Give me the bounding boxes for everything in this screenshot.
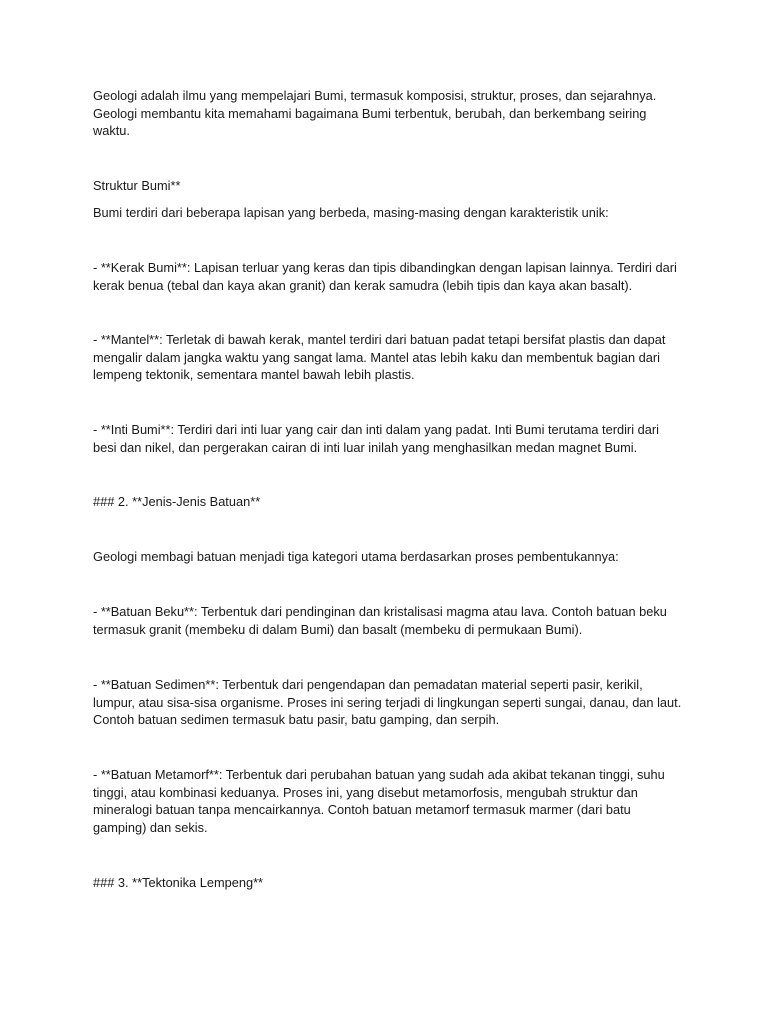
- list-item-batuan-sedimen: - **Batuan Sedimen**: Terbentuk dari pengendapan dan pemadatan material seperti pasir, kerikil, lumpur, atau sisa-sisa organisme. Proses ini sering terjadi di lingkungan seperti sungai, danau, dan laut. Contoh batuan sedimen termasuk batu pasir, batu gamping, dan serpih.: [93, 677, 682, 728]
- list-item-batuan-metamorf: - **Batuan Metamorf**: Terbentuk dari perubahan batuan yang sudah ada akibat tekanan tinggi, suhu tinggi, atau kombinasi keduanya. Proses ini, yang disebut metamorfosis, mengubah struktur dan mineralogi batuan tanpa mencairkannya. Contoh batuan metamorf termasuk marmer (dari batu gamping) dan sekis.: [93, 767, 665, 835]
- section-intro-struktur-bumi: Bumi terdiri dari beberapa lapisan yang berbeda, masing-masing dengan karakteristik unik:: [93, 205, 609, 220]
- intro-paragraph: Geologi adalah ilmu yang mempelajari Bumi, termasuk komposisi, struktur, proses, dan sejarahnya. Geologi membantu kita memahami bagaimana Bumi terbentuk, berubah, dan berkembang seiring waktu.: [93, 88, 657, 139]
- list-item-mantel: - **Mantel**: Terletak di bawah kerak, mantel terdiri dari batuan padat tetapi bersifat plastis dan dapat mengalir dalam jangka waktu yang sangat lama. Mantel atas lebih kaku dan membentuk bagian dari lempeng tektonik, sementara mantel bawah lebih plastis.: [93, 332, 666, 383]
- list-item-inti-bumi: - **Inti Bumi**: Terdiri dari inti luar yang cair dan inti dalam yang padat. Inti Bumi terutama terdiri dari besi dan nikel, dan pergerakan cairan di inti luar inilah yang menghasilkan medan magnet Bumi.: [93, 422, 659, 455]
- section-heading-tektonika-lempeng: ### 3. **Tektonika Lempeng**: [93, 875, 264, 890]
- list-item-batuan-beku: - **Batuan Beku**: Terbentuk dari pendinginan dan kristalisasi magma atau lava. Contoh batuan beku termasuk granit (membeku di dalam Bumi) dan basalt (membeku di permukaan Bumi).: [93, 604, 667, 637]
- list-item-kerak-bumi: - **Kerak Bumi**: Lapisan terluar yang keras dan tipis dibandingkan dengan lapisan lainnya. Terdiri dari kerak benua (tebal dan kaya akan granit) dan kerak samudra (lebih tipis dan kaya akan basalt).: [93, 260, 677, 293]
- section-heading-jenis-batuan: ### 2. **Jenis-Jenis Batuan**: [93, 494, 261, 509]
- section-intro-jenis-batuan: Geologi membagi batuan menjadi tiga kategori utama berdasarkan proses pembentukannya:: [93, 549, 619, 564]
- section-heading-struktur-bumi: Struktur Bumi**: [93, 178, 181, 193]
